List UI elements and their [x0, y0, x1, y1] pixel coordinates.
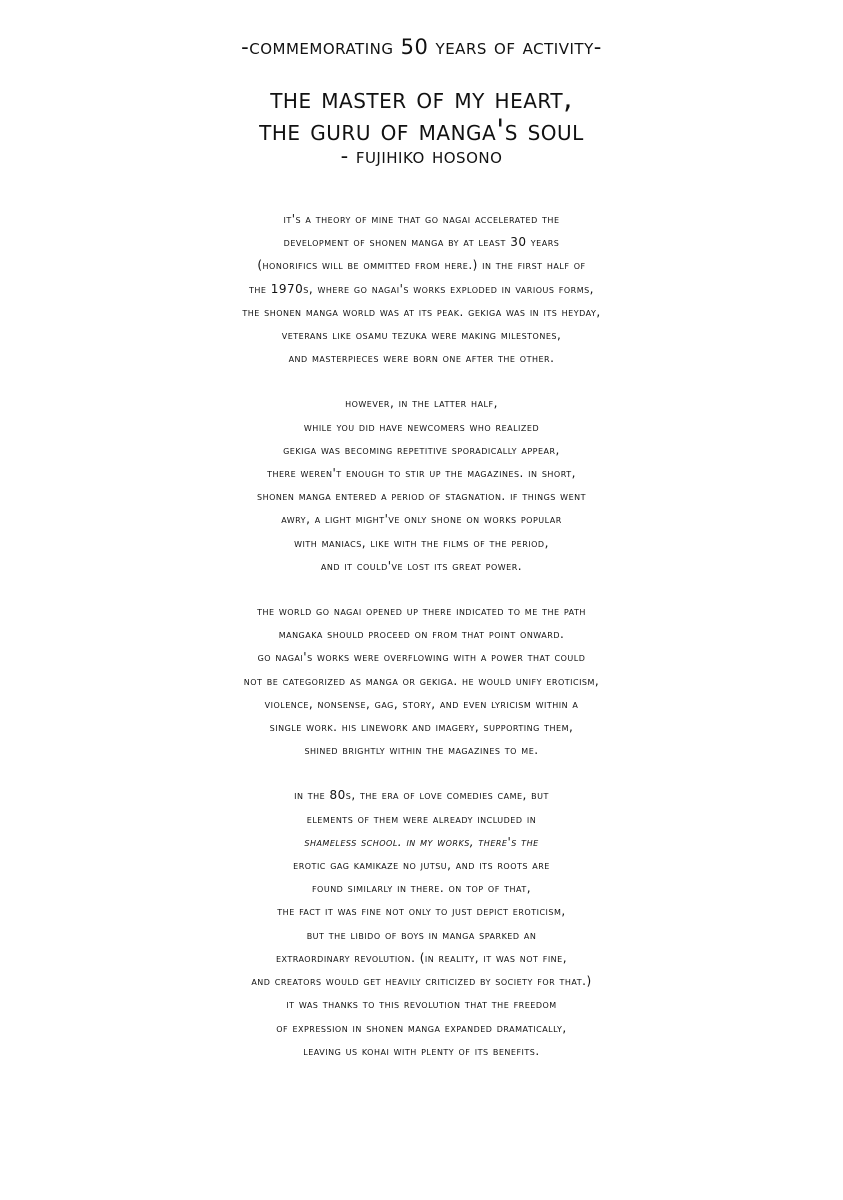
text-line: however, in the latter half,	[345, 396, 498, 411]
text-line: it's a theory of mine that go nagai accelerated the	[283, 212, 560, 226]
title-line-1: the master of my heart,	[270, 81, 573, 115]
text-line: with maniacs, like with the films of the period,	[294, 535, 549, 550]
author-byline: - fujihiko hosono	[340, 144, 503, 168]
text-line: the shonen manga world was at its peak. gekiga was in its heyday,	[242, 304, 601, 319]
text-line: violence, nonsense, gag, story, and even lyricism within a	[264, 696, 579, 711]
text-line: and masterpieces were born one after the other.	[288, 351, 555, 366]
text-line: and it could've lost its great power.	[320, 558, 523, 573]
paragraph-2	[0, 392, 843, 578]
text-line: leaving us kohai with plenty of its benefits.	[303, 1043, 540, 1058]
text-line: the 1970s, where go nagai's works exploded in various forms,	[248, 281, 594, 296]
text-line: elements of them were already included in	[306, 811, 537, 826]
text-line: single work. his linework and imagery, supporting them,	[269, 720, 574, 735]
title-line-2: the guru of manga's soul	[259, 113, 584, 147]
text-line: while you did have newcomers who realized	[303, 419, 540, 434]
text-line: go nagai's works were overflowing with a power that could	[257, 650, 586, 665]
text-line: (honorifics will be ommitted from here.) in the first half of	[257, 258, 586, 273]
text-line: but the libido of boys in manga sparked an	[306, 927, 537, 942]
page-title	[0, 82, 843, 146]
text-line: in the 80s, the era of love comedies came, but	[294, 788, 549, 803]
text-line: shameless school. in my works, there's the	[304, 834, 539, 849]
paragraph-4	[0, 784, 843, 1062]
text-line: erotic gag kamikaze no jutsu, and its roots are	[293, 858, 550, 873]
text-line: veterans like osamu tezuka were making milestones,	[281, 328, 562, 343]
paragraph-1	[0, 208, 843, 370]
text-line: gekiga was becoming repetitive sporadically appear,	[283, 442, 560, 457]
text-line: the world go nagai opened up there indicated to me the path	[257, 604, 586, 619]
text-line: and creators would get heavily criticized by society for that.)	[251, 974, 592, 989]
subheading: -commemorating 50 years of activity-	[241, 35, 602, 59]
text-line: shined brightly within the magazines to me.	[304, 743, 539, 758]
text-line: development of shonen manga by at least 30 years	[283, 235, 560, 250]
text-line: of expression in shonen manga expanded dramatically,	[276, 1020, 567, 1035]
text-line: shonen manga entered a period of stagnation. if things went	[256, 489, 587, 504]
text-line: the fact it was fine not only to just depict eroticism,	[277, 904, 566, 919]
text-line: mangaka should proceed on from that point onward.	[278, 627, 565, 642]
essay-body	[0, 208, 843, 1085]
paragraph-3	[0, 600, 843, 762]
text-line: extraordinary revolution. (in reality, it was not fine,	[275, 950, 568, 965]
text-line: there weren't enough to stir up the magazines. in short,	[267, 466, 576, 481]
text-line: found similarly in there. on top of that,	[311, 881, 532, 896]
text-line: not be categorized as manga or gekiga. he would unify eroticism,	[243, 673, 600, 688]
text-line: it was thanks to this revolution that the freedom	[286, 997, 557, 1012]
text-line: awry, a light might've only shone on works popular	[281, 512, 562, 527]
